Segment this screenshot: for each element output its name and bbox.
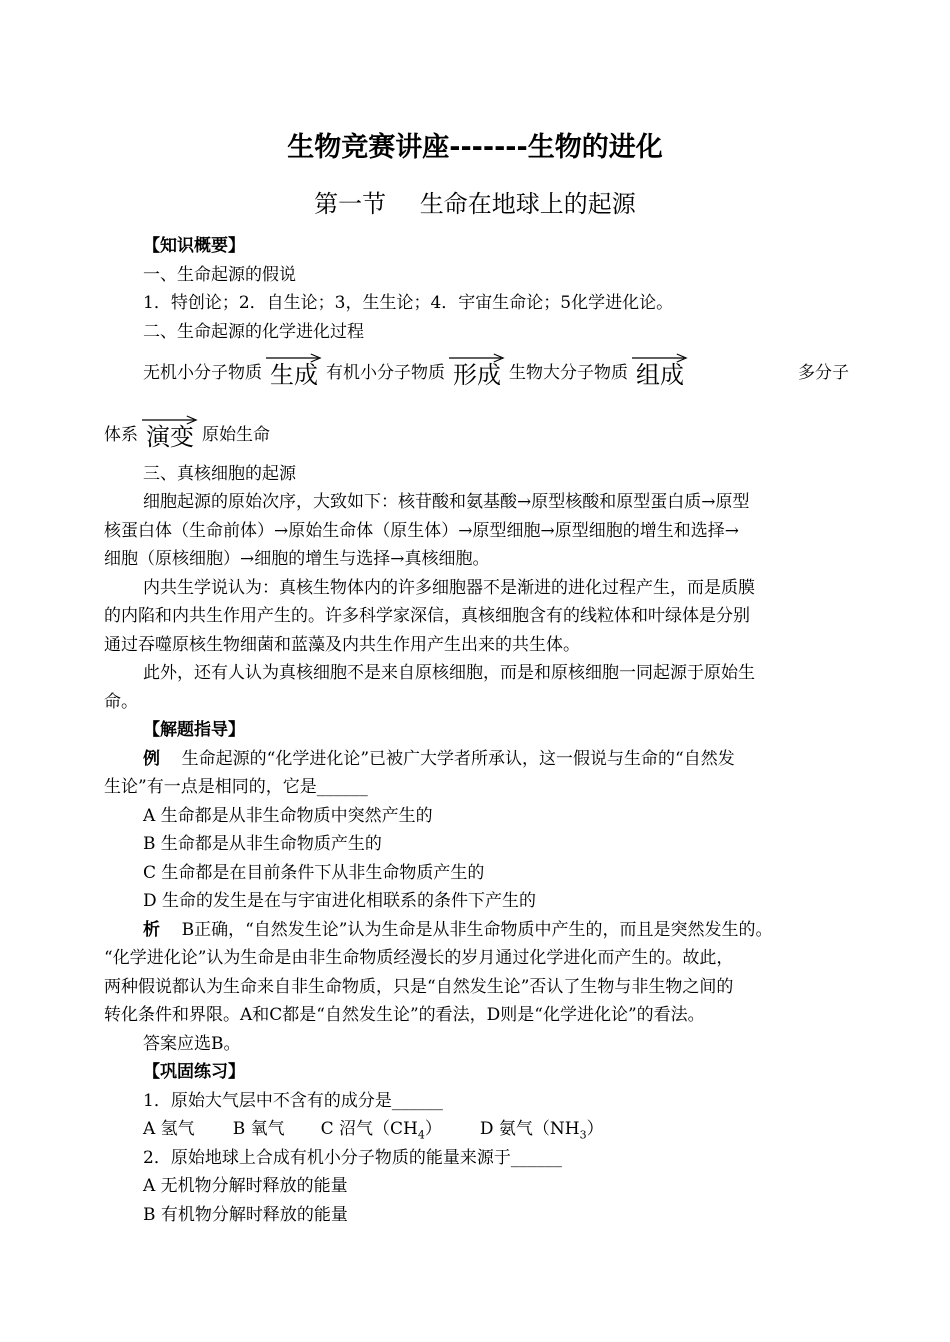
paragraph-1-line-3: 细胞（原核细胞）→细胞的增生与选择→真核细胞。 (104, 549, 490, 569)
section-title: 第一节 生命在地球上的起源 (314, 190, 636, 218)
paragraph-2-line-1: 内共生学说认为：真核生物体内的许多细胞器不是渐进的进化过程产生，而是质膜 (143, 578, 755, 598)
paragraph-3-line-1: 此外，还有人认为真核细胞不是来自原核细胞，而是和原核细胞一同起源于原始生 (143, 663, 755, 683)
example-option-c: C 生命都是在目前条件下从非生命物质产生的 (143, 863, 485, 883)
heading-eukaryote-origin: 三、真核细胞的起源 (143, 464, 296, 484)
heading-hypotheses: 一、生命起源的假说 (143, 265, 296, 285)
paragraph-3-line-2: 命。 (104, 692, 138, 712)
analysis-line-1 (143, 918, 773, 942)
flow-arrow-4: 演变 (142, 424, 198, 450)
flow-stage-4-cont: 体系 (104, 425, 138, 445)
example-label: 例 (143, 749, 160, 769)
flow-stage-3: 生物大分子物质 (509, 363, 628, 383)
example-line-2: 生论”有一点是相同的，它是______ (104, 777, 368, 797)
flow-stage-2: 有机小分子物质 (326, 363, 445, 383)
document-title: 生物竞赛讲座-------生物的进化 (287, 132, 663, 163)
flow-stage-4: 多分子 (798, 363, 849, 383)
analysis-line-4: 转化条件和界限。A和C都是“自然发生论”的看法，D则是“化学进化论”的看法。 (104, 1005, 705, 1025)
hypotheses-list: 1．特创论；2．自生论；3，生生论；4．宇宙生命论；5化学进化论。 (143, 293, 674, 313)
paragraph-1-line-2: 核蛋白体（生命前体）→原始生命体（原生体）→原型细胞→原型细胞的增生和选择→ (104, 521, 739, 541)
paragraph-2-line-2: 的内陷和内共生作用产生的。许多科学家深信，真核细胞含有的线粒体和叶绿体是分别 (104, 606, 750, 626)
evolution-flow-row-1 (143, 358, 849, 388)
q2-option-a: A 无机物分解时释放的能量 (143, 1176, 348, 1196)
question-1-options (143, 1117, 604, 1147)
flow-arrow-1: 生成 (266, 362, 322, 388)
flow-arrow-2: 形成 (449, 362, 505, 388)
flow-stage-5: 原始生命 (202, 425, 270, 445)
example-option-d: D 生命的发生是在与宇宙进化相联系的条件下产生的 (143, 891, 537, 911)
q1-option-c: C 沼气$(CH_4)$ (320, 1119, 442, 1142)
heading-chemical-evolution: 二、生命起源的化学进化过程 (143, 322, 364, 342)
paragraph-1-line-1: 细胞起源的原始次序，大致如下：核苷酸和氨基酸→原型核酸和原型蛋白质→原型 (143, 492, 750, 512)
example-text: 生命起源的“化学进化论”已被广大学者所承认，这一假说与生命的“自然发 (181, 749, 735, 769)
analysis-line-2: “化学进化论”认为生命是由非生命物质经漫长的岁月通过化学进化而产生的。故此， (104, 948, 734, 968)
guide-heading: 【解题指导】 (143, 720, 245, 740)
right-arrow-icon (449, 352, 505, 362)
practice-heading: 【巩固练习】 (143, 1062, 245, 1082)
right-arrow-icon (632, 352, 688, 362)
paragraph-2-line-3: 通过吞噬原核生物细菌和蓝藻及内共生作用产生出来的共生体。 (104, 635, 580, 655)
answer: 答案应选B。 (143, 1034, 241, 1054)
q2-option-b: B 有机物分解时释放的能量 (143, 1205, 348, 1225)
right-arrow-icon (266, 352, 322, 362)
example-line-1 (143, 747, 735, 771)
evolution-flow-row-2 (104, 420, 270, 450)
analysis-line-3: 两种假说都认为生命来自非生命物质，只是“自然发生论”否认了生物与非生物之间的 (104, 977, 734, 997)
q1-option-b: B 氧气 (232, 1119, 285, 1139)
analysis-label: 析 (143, 920, 160, 940)
q1-option-d: D 氨气$(NH_3)$ (479, 1119, 604, 1142)
q1-option-a: A 氢气 (143, 1119, 195, 1139)
analysis-text: B正确，“自然发生论”认为生命是从非生命物质中产生的，而且是突然发生的。 (181, 920, 773, 940)
question-1: 1．原始大气层中不含有的成分是______ (143, 1091, 443, 1111)
flow-arrow-3: 组成 (632, 362, 688, 388)
question-2: 2．原始地球上合成有机小分子物质的能量来源于______ (143, 1148, 562, 1168)
right-arrow-icon (142, 414, 198, 424)
example-option-b: B 生命都是从非生命物质产生的 (143, 834, 382, 854)
knowledge-heading: 【知识概要】 (143, 236, 245, 256)
flow-stage-1: 无机小分子物质 (143, 363, 262, 383)
example-option-a: A 生命都是从非生命物质中突然产生的 (143, 806, 433, 826)
